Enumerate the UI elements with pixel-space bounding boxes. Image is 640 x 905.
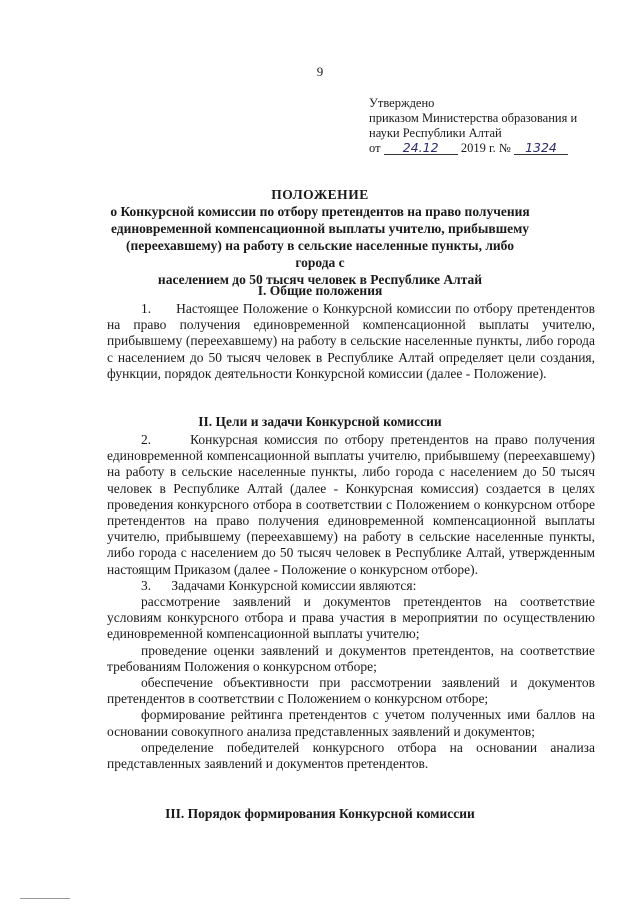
section-heading-goals: II. Цели и задачи Конкурсной комиссии (198, 414, 442, 429)
handwritten-date: 24.12 (384, 141, 458, 155)
title-line: о Конкурсной комиссии по отбору претендентов на право получения (110, 204, 530, 219)
title-line: (переехавшему) на работу в сельские населенные пункты, либо города с (125, 238, 515, 270)
task-item: проведение оценки заявлений и документов претендентов, на соответствие требованиям Положения о конкурсном отборе; (107, 642, 595, 674)
approval-line: приказом Министерства образования и (369, 111, 578, 125)
section-heading-general: I. Общие положения (257, 283, 383, 298)
document-title (110, 186, 530, 288)
section-general-body (107, 301, 595, 382)
paragraph-text: Настоящее Положение о Конкурсной комиссии по отбору претендентов на право получения единовременной компенсационной выплаты учителю, прибывшему (переехавшему) на работу в сельские населенные пункты, либо города с населением до 50 тысяч человек в Республике Алтай определяет цели создания, функции, порядок деятельности Конкурсной комиссии (далее - Положение). (107, 301, 595, 381)
approval-stamp (369, 96, 609, 156)
title-line: населением до 50 тысяч человек в Республике Алтай (157, 272, 483, 287)
page-edge-mark (20, 898, 70, 899)
paragraph-text: Задачами Конкурсной комиссии являются: (171, 577, 417, 593)
approval-line: Утверждено (369, 96, 435, 110)
paragraph-2 (107, 432, 595, 578)
task-item: рассмотрение заявлений и документов претендентов на соответствие условиям конкурсного отбора и права участия в мероприятии по осуществлению единовременной компенсационной выплаты учителю; (107, 594, 595, 642)
paragraph-1 (107, 301, 595, 382)
title-main: ПОЛОЖЕНИЕ (271, 187, 369, 202)
title-line: единовременной компенсационной выплаты учителю, прибывшему (110, 221, 530, 236)
task-item: формирование рейтинга претендентов с учетом полученных ими баллов на основании совокупного анализа представленных заявлений и документов; (107, 707, 595, 739)
handwritten-number: 1324 (514, 141, 568, 155)
task-item: определение победителей конкурсного отбора на основании анализа представленных заявлений и документов претендентов. (107, 739, 595, 772)
paragraph-text: Конкурсная комиссия по отбору претендентов на право получения единовременной компенсационной выплаты учителю, прибывшему (переехавшему) на работу в сельские населенные пункты, либо города с населением до 50 тысяч человек в Республике Алтай (далее - Конкурсная комиссия) создается в целях проведения конкурсного отбора в соответствии с Положением о конкурсном отборе претендентов на право получения единовременной компенсационной выплаты учителю, прибывшему (переехавшему) на работу в сельские населенные пункты, либо города с населением до 50 тысяч человек в Республике Алтай, утвержденным настоящим Приказом (далее - Положение о конкурсном отборе). (107, 432, 596, 577)
section-heading-formation: III. Порядок формирования Конкурсной комиссии (165, 806, 475, 821)
year-text: 2019 г. № (460, 141, 511, 155)
section-goals-body (107, 432, 595, 772)
approval-date-line (369, 141, 609, 156)
paragraph-number: 1. (141, 301, 152, 316)
paragraph-number: 2. (141, 432, 152, 447)
paragraph-3 (107, 578, 595, 594)
paragraph-number: 3. (141, 577, 152, 593)
page-number: 9 (316, 64, 324, 79)
approval-line: науки Республики Алтай (369, 126, 502, 140)
from-label: от (369, 141, 381, 155)
task-item: обеспечение объективности при рассмотрении заявлений и документов претендентов в соответствии с Положением о конкурсном отборе; (107, 675, 595, 707)
